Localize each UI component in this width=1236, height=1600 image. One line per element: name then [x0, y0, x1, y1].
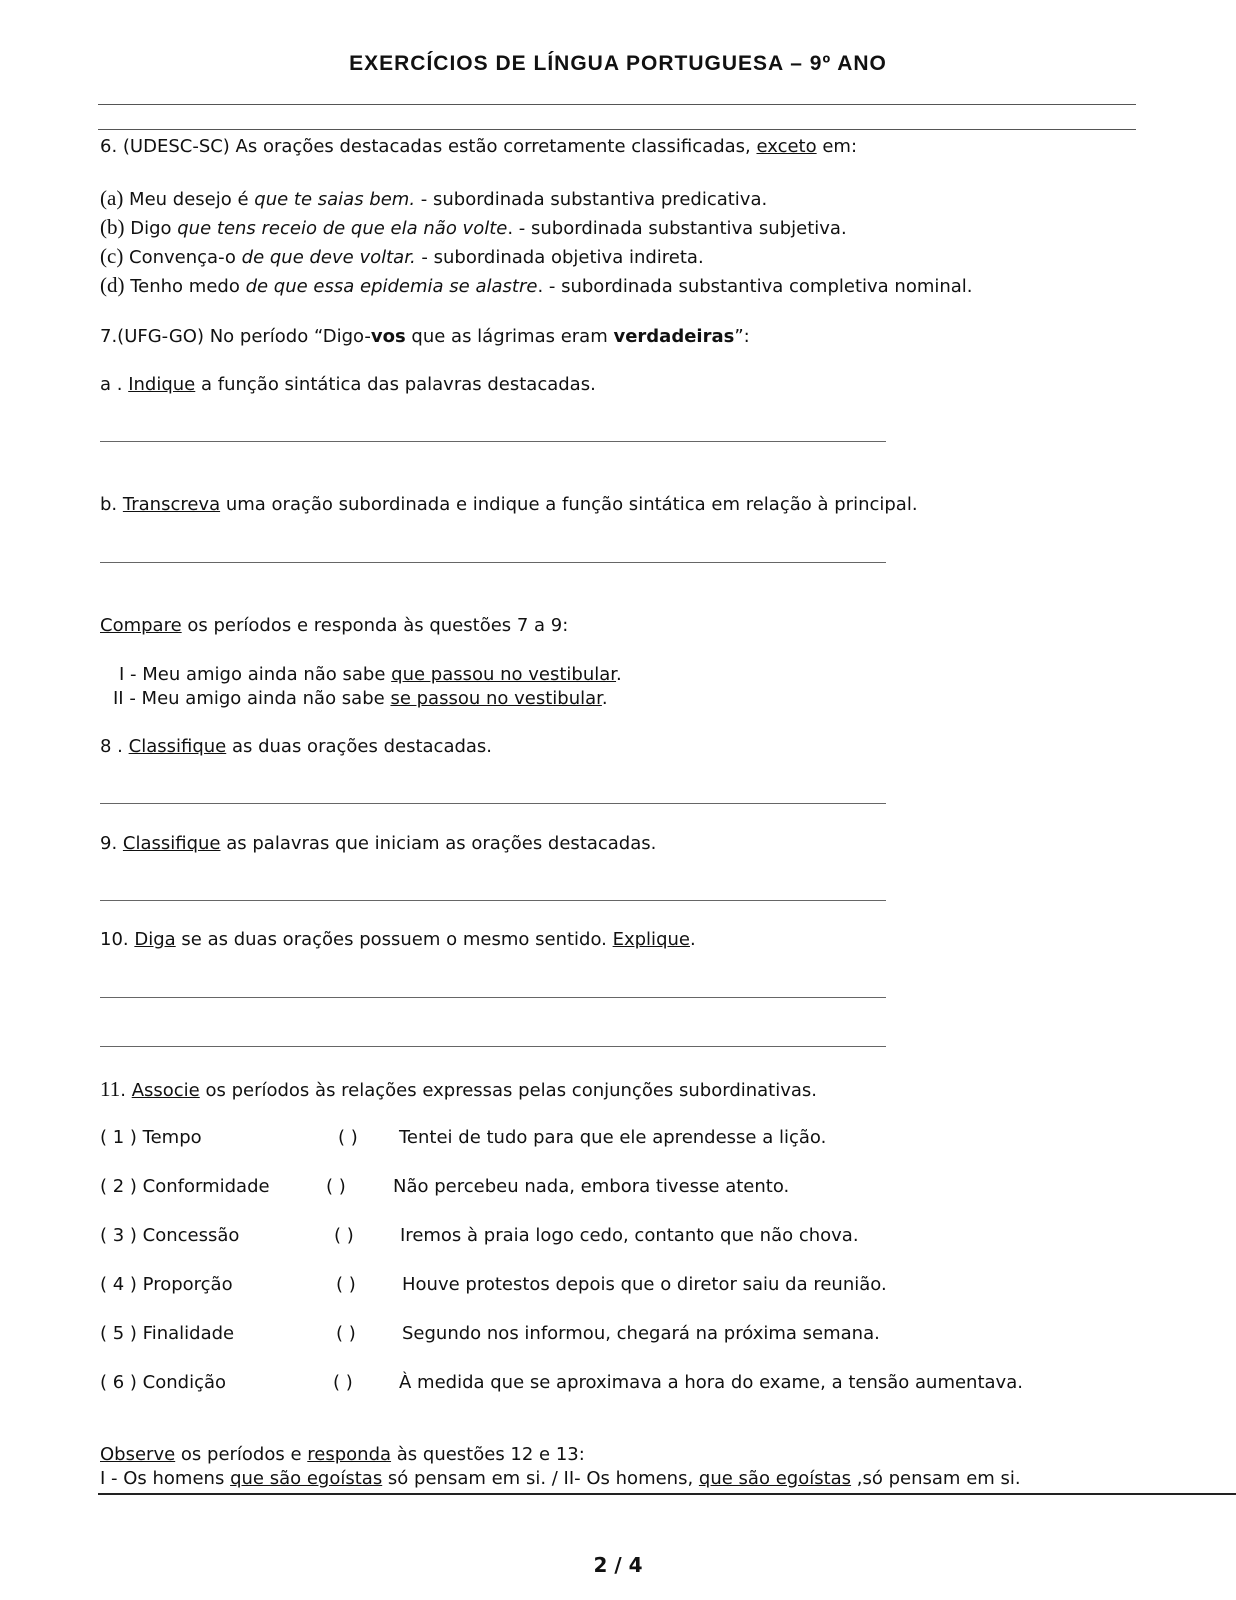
- q6-option-c: (c) Convença-o de que deve voltar. - subordinada objetiva indireta.: [100, 244, 704, 268]
- q11-blank-2[interactable]: ( ): [326, 1176, 346, 1197]
- q11-blank-3[interactable]: ( ): [334, 1225, 354, 1246]
- q7-stem: 7.(UFG-GO) No período “Digo-vos que as lágrimas eram verdadeiras”:: [100, 326, 750, 347]
- q11-sentence-6: À medida que se aproximava a hora do exame, a tensão aumentava.: [399, 1372, 1023, 1393]
- q6-stem: 6. (UDESC-SC) As orações destacadas estão corretamente classificadas, exceto em:: [100, 136, 858, 157]
- answer-line: [100, 803, 886, 804]
- q7-part-b: b. Transcreva uma oração subordinada e indique a função sintática em relação à principal.: [100, 494, 918, 515]
- observe-instruction: Observe os períodos e responda às questões 12 e 13:: [100, 1444, 585, 1465]
- page-number: 2 / 4: [593, 1553, 643, 1577]
- q11-sentence-4: Houve protestos depois que o diretor saiu da reunião.: [402, 1274, 887, 1295]
- q11-sentence-2: Não percebeu nada, embora tivesse atento.: [393, 1176, 790, 1197]
- q11-relation-3: ( 3 ) Concessão: [100, 1225, 240, 1246]
- header-rule-1: [98, 104, 1136, 105]
- q11-relation-1: ( 1 ) Tempo: [100, 1127, 202, 1148]
- q11-stem: 11. Associe os períodos às relações expressas pelas conjunções subordinativas.: [100, 1077, 818, 1101]
- header-rule-2: [98, 129, 1136, 130]
- q6-option-a: (a) Meu desejo é que te saias bem. - subordinada substantiva predicativa.: [100, 186, 768, 210]
- answer-line: [100, 562, 886, 563]
- q11-relation-4: ( 4 ) Proporção: [100, 1274, 233, 1295]
- answer-line: [100, 1046, 886, 1047]
- page-title: EXERCÍCIOS DE LÍNGUA PORTUGUESA – 9º ANO: [349, 52, 887, 75]
- answer-line: [100, 900, 886, 901]
- compare-sentence-i: I - Meu amigo ainda não sabe que passou no vestibular.: [119, 664, 622, 685]
- q11-sentence-5: Segundo nos informou, chegará na próxima semana.: [402, 1323, 880, 1344]
- q7-part-a: a . Indique a função sintática das palavras destacadas.: [100, 374, 596, 395]
- q11-relation-2: ( 2 ) Conformidade: [100, 1176, 270, 1197]
- q11-relation-5: ( 5 ) Finalidade: [100, 1323, 235, 1344]
- q11-sentence-1: Tentei de tudo para que ele aprendesse a lição.: [399, 1127, 827, 1148]
- q6-option-d: (d) Tenho medo de que essa epidemia se alastre. - subordinada substantiva completiva nominal.: [100, 273, 973, 297]
- observe-sentences: I - Os homens que são egoístas só pensam em si. / II- Os homens, que são egoístas ,só pensam em si.: [100, 1468, 1021, 1489]
- compare-instruction: Compare os períodos e responda às questões 7 a 9:: [100, 615, 569, 636]
- q11-blank-5[interactable]: ( ): [336, 1323, 356, 1344]
- q11-blank-6[interactable]: ( ): [333, 1372, 353, 1393]
- q11-sentence-3: Iremos à praia logo cedo, contanto que não chova.: [400, 1225, 859, 1246]
- answer-line: [100, 997, 886, 998]
- q10-stem: 10. Diga se as duas orações possuem o mesmo sentido. Explique.: [100, 929, 696, 950]
- bottom-rule: [98, 1493, 1236, 1495]
- q11-blank-1[interactable]: ( ): [338, 1127, 358, 1148]
- q6-option-b: (b) Digo que tens receio de que ela não volte. - subordinada substantiva subjetiva.: [100, 215, 847, 239]
- q9-stem: 9. Classifique as palavras que iniciam as orações destacadas.: [100, 833, 657, 854]
- q11-relation-6: ( 6 ) Condição: [100, 1372, 227, 1393]
- compare-sentence-ii: II - Meu amigo ainda não sabe se passou no vestibular.: [113, 688, 608, 709]
- q8-stem: 8 . Classifique as duas orações destacadas.: [100, 736, 493, 757]
- answer-line: [100, 441, 886, 442]
- q11-blank-4[interactable]: ( ): [336, 1274, 356, 1295]
